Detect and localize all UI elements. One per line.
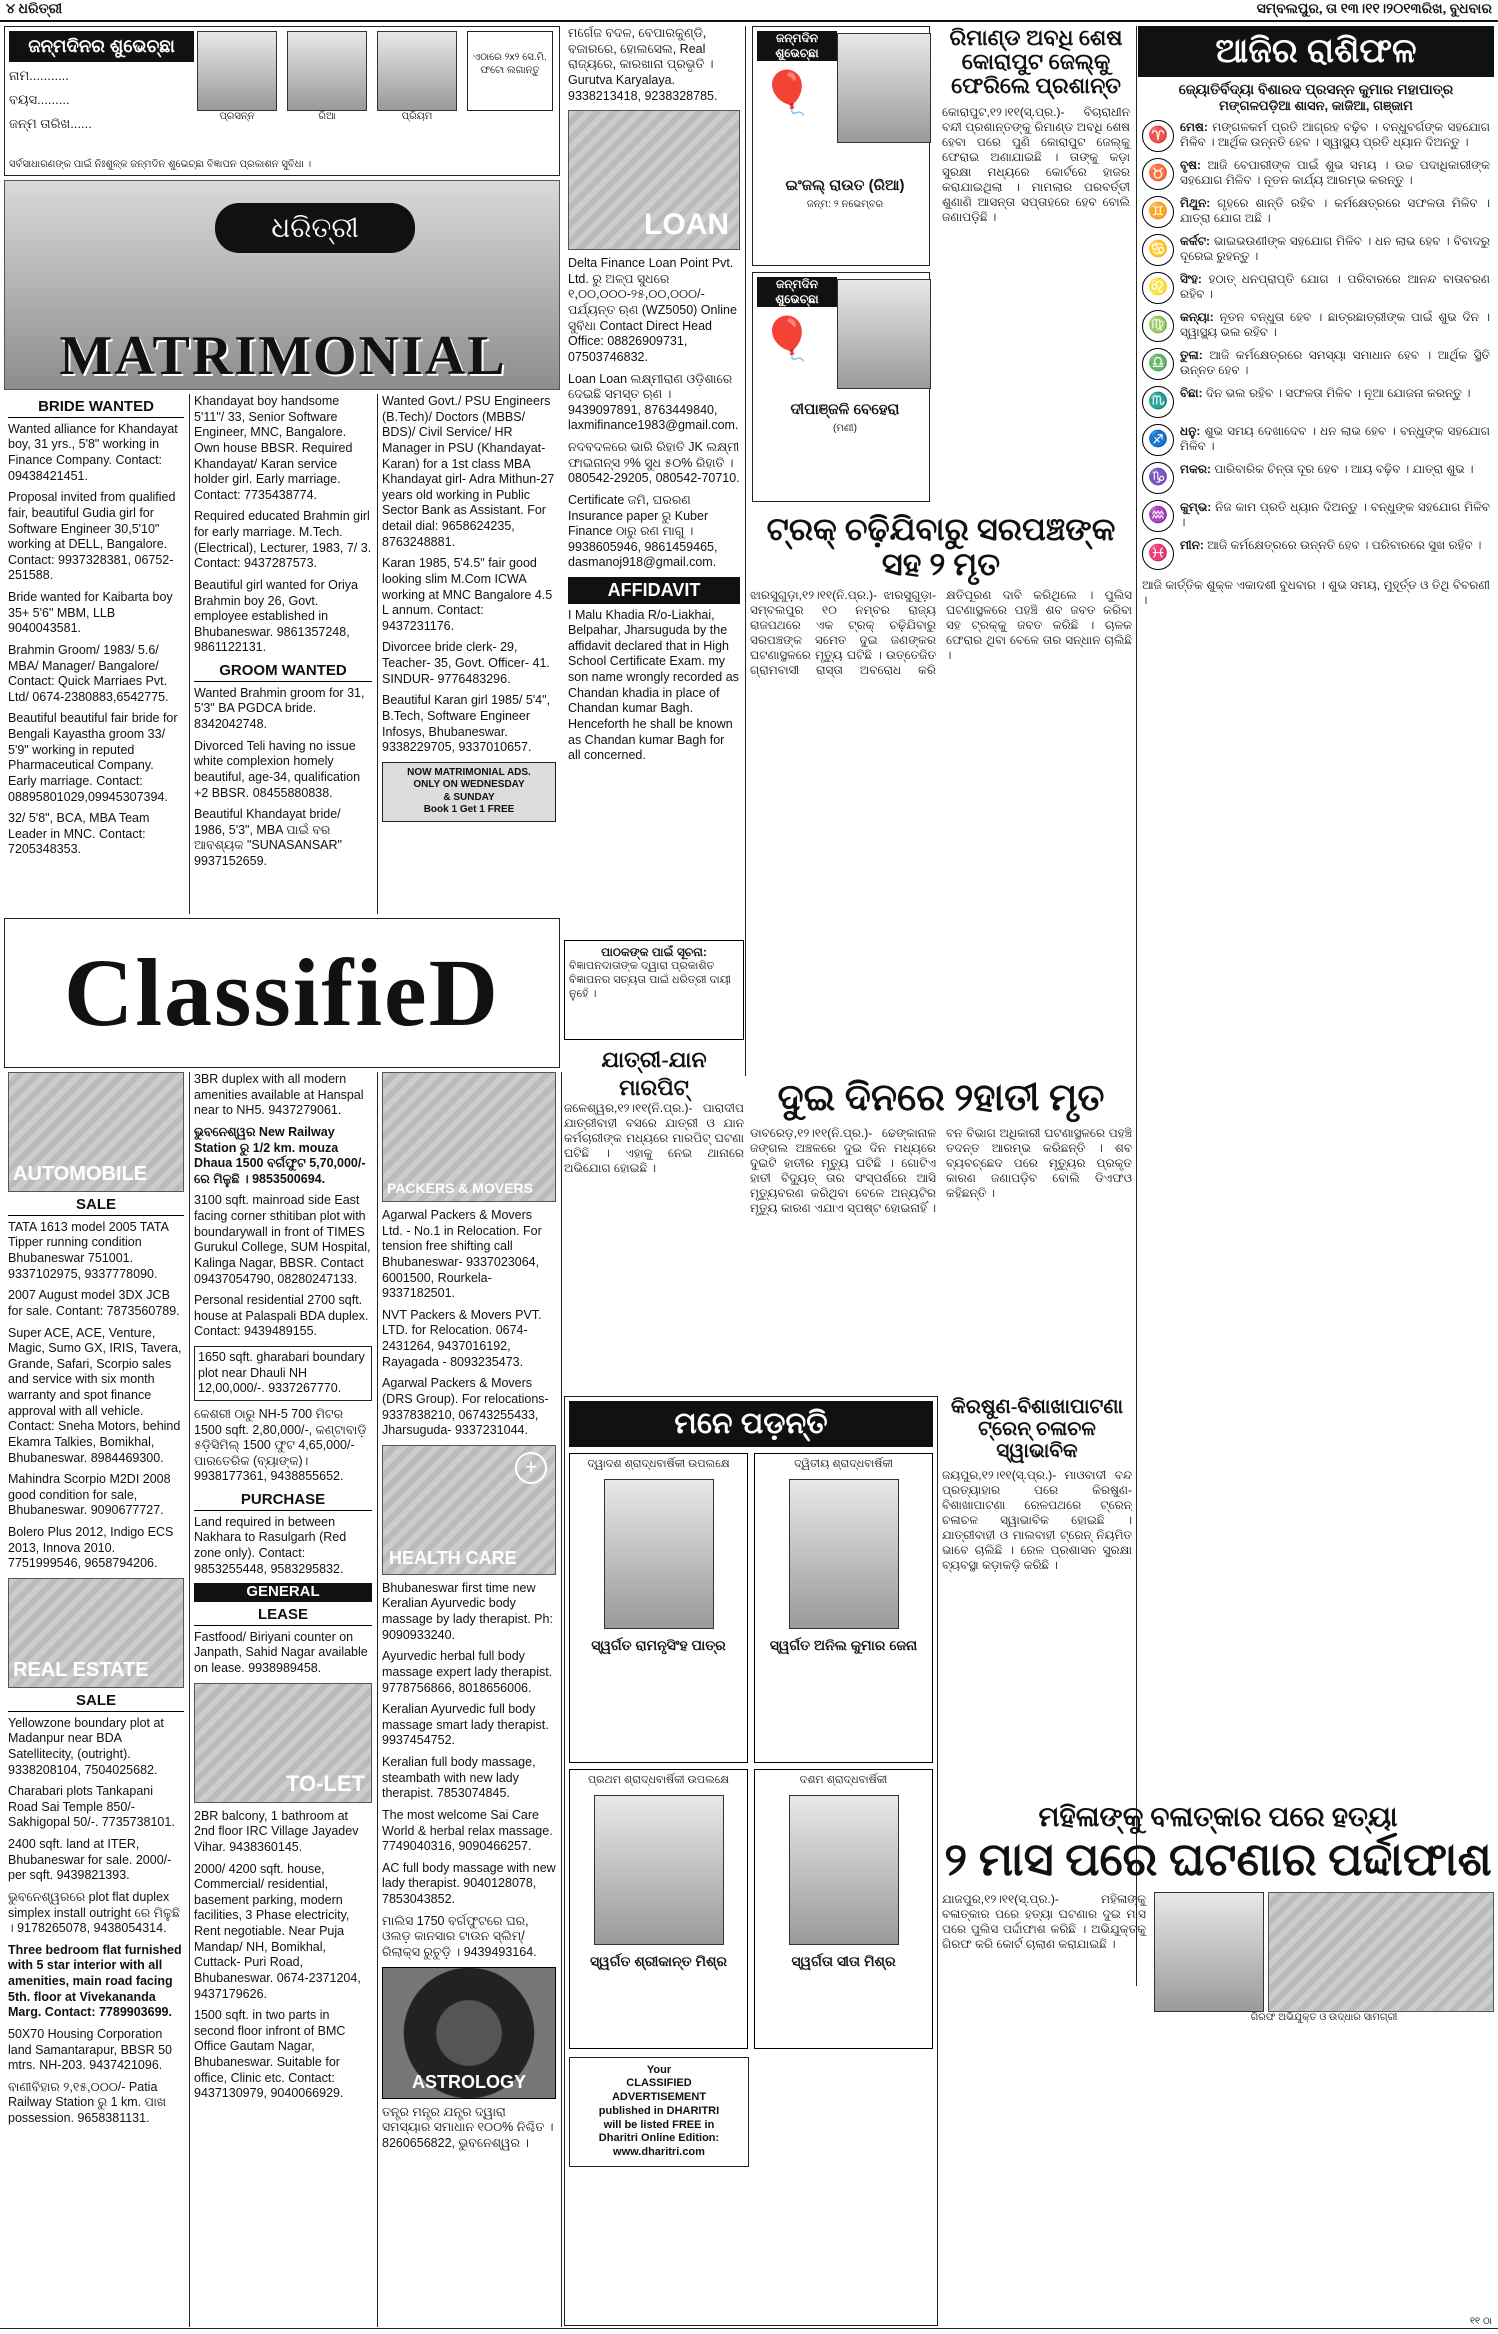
- sign-text: ଆଜି ବେପାରୀଙ୍କ ପାଇଁ ଶୁଭ ସମୟ । ଉଚ୍ଚ ପଦାଧିକାରୀଙ୍କ ସହଯୋଗ ମିଳିବ । ନୂତନ କାର୍ଯ୍ୟ ଆରମ୍ଭ କରନ୍ତୁ ।: [1180, 158, 1490, 188]
- sale-title: SALE: [8, 1196, 184, 1216]
- memorial-photo: [789, 1795, 899, 1945]
- murder-headline: ୨ ମାସ ପରେ ଘଟଣାର ପର୍ଦ୍ଦାଫାଶ: [944, 1834, 1492, 1885]
- sign-name: ବୃଷ:: [1180, 158, 1202, 173]
- matrimonial-col-1: [4, 394, 188, 914]
- sign-sagittarius: [1142, 424, 1490, 456]
- gemini-icon: ♊: [1142, 196, 1174, 228]
- truck-body: ଝାରସୁଗୁଡ଼ା,୧୨।୧୧(ନି.ପ୍ର.)- ଝାରସୁଗୁଡ଼ା-ସମ୍ବଲପୁର ୧୦ ନମ୍ବର ରାଜ୍ୟ ରାଜପଥରେ ଏକ ଟ୍ରକ୍ ଚଢ଼ିଯିବାରୁ ସରପଞ୍ଚଙ୍କ ସମେତ ଦୁଇ ଜଣଙ୍କର ଘଟଣାସ୍ଥଳରେ ମୃତ୍ୟୁ ଘଟିଛି । ଉତ୍ତେଜିତ ଗ୍ରାମବାସୀ ରାସ୍ତା ଅବରୋଧ କରି କ୍ଷତିପୂରଣ ଦାବି କରିଥିଲେ । ପୁଲିସ ଘଟଣାସ୍ଥଳରେ ପହଞ୍ଚି ଶବ ଜବତ କରିବା ସହ ଟ୍ରକ୍‌କୁ ଜବତ କରିଛି । ଚାଳକ ଫେରାର ଥିବା ବେଳେ ତାର ସନ୍ଧାନ ଚାଲିଛି ।: [750, 588, 1132, 678]
- property-ad: 1650 sqft. gharabari boundary plot near Dhauli NH 12,00,000/-. 9337267770.: [194, 1346, 372, 1401]
- reader-notice: [564, 940, 744, 1040]
- sign-text: ଦିନ ଭଲ ରହିବ । ସଫଳତା ମିଳିବ । ନୂଆ ଯୋଜନା କରନ୍ତୁ ।: [1205, 386, 1471, 401]
- matri-ad: Wanted alliance for Khandayat boy, 31 yrs., 5'8" working in Finance Company. Contact: 09438421451.: [8, 421, 178, 483]
- memorial-photo: [594, 1795, 724, 1945]
- offer-line: Book 1 Get 1 FREE: [423, 804, 515, 816]
- groom-wanted-title: GROOM WANTED: [194, 662, 372, 682]
- horoscope-title: ଆଜିର ରାଶିଫଳ: [1138, 26, 1494, 77]
- matrimonial-title: MATRIMONIAL: [59, 325, 507, 387]
- mane-padanti: [564, 1396, 938, 2326]
- koraput-news: [938, 26, 1134, 506]
- mane-padanti-title: ମନେ ପଡ଼ନ୍ତି: [569, 1401, 933, 1447]
- re-ad: ଭୁବନେଶ୍ୱରରେ plot flat duplex simplex install outright ରେ ମିଳୁଛି । 9178265078, 9438054314.: [8, 1889, 180, 1936]
- sign-aquarius: [1142, 500, 1490, 532]
- real-estate-label: REAL ESTATE: [13, 1658, 149, 1681]
- horoscope-footer: ଆଜି କାର୍ତ୍ତିକ ଶୁକ୍ଳ ଏକାଦଶୀ ବୁଧବାର । ଶୁଭ ସମୟ, ମୁହୂର୍ତ୍ତ ଓ ତିଥି ବିବରଣୀ ।: [1142, 578, 1490, 608]
- sign-name: ମୀନ:: [1180, 538, 1204, 553]
- to-let-image: [194, 1683, 372, 1803]
- elephant-headline: ଦୁଇ ଦିନରେ ୨ହାତୀ ମୃତ: [777, 1078, 1105, 1119]
- birthday-form: [4, 26, 560, 176]
- page-header: [0, 0, 1498, 22]
- automobile-label: AUTOMOBILE: [13, 1163, 148, 1185]
- free-ad-line: Dharitri Online Edition:: [598, 2132, 720, 2145]
- capricorn-icon: ♑: [1142, 462, 1174, 494]
- packers-label: PACKERS & MOVERS: [387, 1179, 533, 1196]
- birthday-card-title: ଜନ୍ମଦିନ ଶୁଭେଚ୍ଛା: [757, 31, 837, 61]
- let-ad: 1500 sqft. in two parts in second floor infront of BMC Office Gautam Nagar, Bhubaneswar. Suitable for office, Clinic etc. Contact: 9437130979, 9040066929.: [194, 2008, 346, 2101]
- photo-caption: ଗିରଫ ଅଭିଯୁକ୍ତ ଓ ଉଦ୍ଧାର ସାମଗ୍ରୀ: [1250, 2011, 1398, 2023]
- memorial-heading: ଦ୍ୱିତୀୟ ଶ୍ରାଦ୍ଧବାର୍ଷିକୀ: [794, 1457, 893, 1470]
- birthday-field-1[interactable]: ନାମ...........: [9, 67, 69, 83]
- libra-icon: ♎: [1142, 348, 1174, 380]
- loan-label: LOAN: [644, 207, 729, 241]
- free-ad-line: will be listed FREE in: [603, 2118, 715, 2131]
- sign-text: ଗୃହରେ ଶାନ୍ତି ରହିବ । କର୍ମକ୍ଷେତ୍ରରେ ସଫଳତା ମିଳିବ । ଯାତ୍ରା ଯୋଗ ଅଛି ।: [1180, 196, 1490, 226]
- birthday-card-2: [752, 272, 930, 502]
- free-ad-box: [569, 2057, 749, 2167]
- memorial-card: [754, 1453, 933, 1763]
- matri-ad: Brahmin Groom/ 1983/ 5.6/ MBA/ Manager/ Bangalore/ Contact: Quick Marriaes Pvt. Ltd/ 0674-2380883,6542775.: [8, 642, 169, 704]
- matrimonial-col-3: [378, 394, 560, 914]
- re-ad: ବାଣୀବିହାର ୨,୧୫,୦୦୦/- Patia Railway Station ରୁ 1 km. ପାଖ possession. 9658381131.: [8, 2079, 167, 2125]
- balloon-icon: 🎈: [761, 69, 814, 116]
- sign-text: ଶୁଭ ସମୟ ଦେଖାଦେବ । ଧନ ଲାଭ ହେବ । ବନ୍ଧୁଙ୍କ ସହଯୋଗ ମିଳିବ ।: [1180, 424, 1490, 454]
- reader-notice-title: ପାଠକଙ୍କ ପାଇଁ ସୂଚନା:: [601, 945, 707, 959]
- issue-date: ସମ୍ବଲପୁର, ତା ୧୩।୧୧।୨୦୧୩ରିଖ, ବୁଧବାର: [1256, 2, 1492, 18]
- packers-ad: Agarwal Packers & Movers (DRS Group). For relocations- 9337838210, 06743255433, Jharsuguda- 9337231044.: [382, 1376, 549, 1438]
- memorial-name: ସ୍ୱର୍ଗତା ସୀତା ମିଶ୍ର: [791, 1953, 896, 1970]
- property-ad: ଭୁବନେଶ୍ୱର New Railway Station ରୁ 1/2 km. mouza Dhaua 1500 ବର୍ଗଫୁଟ 5,70,000/- ରେ ମିଳୁଛି । 9853500694.: [194, 1124, 366, 1186]
- memorial-photo: [604, 1479, 714, 1629]
- virgo-icon: ♍: [1142, 310, 1174, 342]
- health-ad: Keralian full body massage, steambath with new lady therapist. 7853074845.: [382, 1755, 536, 1801]
- packers-ad: Agarwal Packers & Movers Ltd. - No.1 in Relocation. For tension free shifting call Bhubaneswar- 9337023064, 6001500, Rourkela- 9337182501.: [382, 1208, 542, 1301]
- truck-news: [750, 512, 1132, 932]
- memorial-heading: ଦଶମ ଶ୍ରାଦ୍ଧବାର୍ଷିକୀ: [799, 1773, 888, 1786]
- kid-name-1: ପ୍ରସନ୍ନ: [219, 111, 255, 122]
- memorial-name: ସ୍ୱର୍ଗତ ଅନିଲ କୁମାର ଜେନା: [769, 1637, 918, 1654]
- offer-line: ONLY ON WEDNESDAY: [413, 779, 525, 791]
- scorpio-icon: ♏: [1142, 386, 1174, 418]
- birthday-girls-col: [748, 26, 934, 506]
- sign-name: ମିଥୁନ:: [1180, 196, 1211, 211]
- astrology-label: ASTROLOGY: [411, 2072, 526, 2092]
- loan-image: [568, 110, 740, 250]
- sign-name: ସିଂହ:: [1180, 272, 1202, 287]
- birthday-field-3[interactable]: ଜନ୍ମ ତାରିଖ......: [9, 116, 92, 131]
- sign-text: ଭାଇଭଉଣୀଙ୍କ ସହଯୋଗ ମିଳିବ । ଧନ ଲାଭ ହେବ । ବିବାଦରୁ ଦୂରେଇ ରୁହନ୍ତୁ ।: [1180, 234, 1490, 264]
- matri-ad: Beautiful Khandayat bride/ 1986, 5'3", MBA ପାଇଁ ବର ଆବଶ୍ୟକ "SUNASANSAR" 9937152659.: [194, 807, 342, 868]
- footer-page: ୧୧ ଠା: [1469, 2316, 1492, 2327]
- astrology-ad: ତନ୍ତ୍ର ମନ୍ତ୍ର ଯନ୍ତ୍ର ଦ୍ୱାରା ସମସ୍ୟାର ସମାଧାନ ୧୦୦% ନିଶ୍ଚିତ । 8260656822, ଭୁବନେଶ୍ୱର ।: [382, 2104, 554, 2150]
- matri-ad: Bride wanted for Kaibarta boy 35+ 5'6" MBM, LLB 9040043581.: [8, 590, 173, 636]
- re-ad: 2400 sqft. land at ITER, Bhubaneswar for sale. 2000/- per sqft. 9439821393.: [8, 1837, 172, 1883]
- health-ad: AC full body massage with new lady therapist. 9040128078, 7853043852.: [382, 1860, 556, 1906]
- sign-scorpio: [1142, 386, 1490, 418]
- general-title: GENERAL: [194, 1583, 372, 1602]
- balloon-icon: 🎈: [761, 315, 814, 362]
- re-ad: Charabari plots Tankapani Road Sai Temple 850/- Sakhigopal 50/-. 7735738101.: [8, 1784, 175, 1830]
- bride-wanted-title: BRIDE WANTED: [8, 398, 184, 418]
- memorial-photo: [789, 1479, 899, 1629]
- classified-banner: [4, 918, 560, 1068]
- kid-name-2: ରିଆ: [318, 111, 336, 122]
- to-let-label: TO-LET: [285, 1771, 365, 1797]
- matri-ad: Wanted Brahmin groom for 31, 5'3" BA PGDCA bride. 8342042748.: [194, 685, 365, 731]
- sign-pisces: [1142, 538, 1490, 570]
- property-ad: କେଶରୀ ଠାରୁ NH-5 700 ମିଟର 1500 sqft. 2,80,000/-, କଣ୍ଟାବାଡ଼ି ୫ଡ଼ିସିମିଲ୍ 1500 ଫୁଟ 4,65,000/- ପାରତେରିକ (ବ୍ୟାଙ୍କ)। 9938177361, 9438855652.: [194, 1406, 367, 1484]
- automobile-image: [8, 1072, 184, 1192]
- free-ad-line: published in DHARITRI: [598, 2104, 720, 2117]
- matrimonial-banner: [4, 180, 560, 390]
- sign-name: କର୍କଟ:: [1180, 234, 1211, 249]
- health-ad: Keralian Ayurvedic full body massage smart lady therapist. 9937454752.: [382, 1702, 549, 1748]
- sign-virgo: [1142, 310, 1490, 342]
- birthday-form-title: ଜନ୍ମଦିନର ଶୁଭେଚ୍ଛା: [9, 31, 194, 62]
- matri-ad: Beautiful Karan girl 1985/ 5'4", B.Tech, Software Engineer Infosys, Bhubaneswar. 9338229705, 9337010657.: [382, 693, 551, 755]
- health-ad: Ayurvedic herbal full body massage expert lady therapist. 9778756866, 8018656006.: [382, 1649, 553, 1695]
- taurus-icon: ♉: [1142, 158, 1174, 190]
- girl-photo-2: [837, 279, 931, 389]
- birthday-card-1: [752, 26, 930, 266]
- re-ad: 50X70 Housing Corporation land Samantarapur, BBSR 50 mtrs. NH-203. 9437421096.: [8, 2026, 172, 2073]
- birthday-card-title: ଜନ୍ମଦିନ ଶୁଭେଚ୍ଛା: [757, 277, 837, 307]
- sign-taurus: [1142, 158, 1490, 190]
- loan-ad: ନଦବଦଳରେ ଭାରି ରିହାତି JK ଲକ୍ଷ୍ମୀ ଫାଇନାନ୍ସ ୨% ସୁଧ ୫୦% ରିହାତି । 080542-29205, 080542-70710.: [568, 440, 740, 486]
- matrimonial-col-2: [190, 394, 376, 914]
- truck-headline: ଟ୍ରକ୍ ଚଢ଼ିଯିବାରୁ ସରପଞ୍ଚଙ୍କ ସହ ୨ ମୃତ: [766, 512, 1116, 583]
- leo-icon: ♌: [1142, 272, 1174, 304]
- classified-col-3: [378, 1072, 560, 2327]
- auto-ad: TATA 1613 model 2005 TATA Tipper running condition Bhubaneswar 751001. 9337102975, 9337778090.: [8, 1219, 169, 1281]
- lease-ad: Fastfood/ Biriyani counter on Janpath, Sahid Nagar available on lease. 9938989458.: [194, 1629, 368, 1675]
- matri-ad: Khandayat boy handsome 5'11"/ 33, Senior Software Engineer, MNC, Bangalore. Own house BBSR. Required Khandayat/ Karan service holder girl. Early marriage. Contact: 7735438774.: [194, 394, 353, 502]
- sign-cancer: [1142, 234, 1490, 266]
- cancer-icon: ♋: [1142, 234, 1174, 266]
- sale-title-2: SALE: [8, 1692, 184, 1712]
- elephant-body: ଡାବରେଡ଼,୧୨।୧୧(ନି.ପ୍ର.)- ଢେଙ୍କାନାଳ ଜଙ୍ଗଲ ଅଞ୍ଚଳରେ ଦୁଇ ଦିନ ମଧ୍ୟରେ ଦୁଇଟି ହାତୀର ମୃତ୍ୟୁ ଘଟିଛି । ଗୋଟିଏ ହାତୀ ବିଦ୍ୟୁତ୍ ତାର ସଂସ୍ପର୍ଶରେ ଆସି ମୃତ୍ୟୁବରଣ କରିଥିବା ବେଳେ ଅନ୍ୟଟିର ମୃତ୍ୟୁ କାରଣ ଏଯାଏ ସ୍ପଷ୍ଟ ହୋଇନାହିଁ । ବନ ବିଭାଗ ଅଧିକାରୀ ଘଟଣାସ୍ଥଳରେ ପହଞ୍ଚି ତଦନ୍ତ ଆରମ୍ଭ କରିଛନ୍ତି । ଶବ ବ୍ୟବଚ୍ଛେଦ ପରେ ମୃତ୍ୟୁର ପ୍ରକୃତ କାରଣ ଜଣାପଡ଼ିବ ବୋଲି ଡିଏଫଓ କହିଛନ୍ତି ।: [750, 1125, 1132, 1215]
- real-estate-image: [8, 1578, 184, 1688]
- girl-age-1: ଜନ୍ମ: ୨ ନଭେମ୍ବର: [806, 199, 884, 210]
- affidavit-title: AFFIDAVIT: [568, 577, 740, 604]
- sagittarius-icon: ♐: [1142, 424, 1174, 456]
- health-care-image: [382, 1445, 556, 1575]
- dharitri-url-link[interactable]: www.dharitri.com: [613, 2146, 705, 2158]
- accused-photo: [1154, 1892, 1264, 2012]
- kid-photo-3: [377, 31, 457, 111]
- affidavit-text: I Malu Khadia R/o-Liakhai, Belpahar, Jharsuguda by the affidavit declared that in High School Certificate Exam. my son name wrongly recorded as Chandan khadia in place of Chandan kumar Bagh. Henceforth he shall be known as Chandan kumar Bagh for all concerned.: [568, 607, 739, 763]
- purchase-ad: Land required in between Nakhara to Rasulgarh (Red zone only). Contact: 9853255448, 9583295832.: [194, 1514, 347, 1576]
- murder-news: [942, 1800, 1494, 2326]
- memorial-name: ସ୍ୱର୍ଗତ ରାମନୃସିଂହ ପାତ୍ର: [591, 1637, 726, 1654]
- matri-ad: Karan 1985, 5'4.5" fair good looking slim M.Com ICWA working at MNC Bangalore 4.5 L annum. Contact: 9437231176.: [382, 556, 553, 633]
- lease-title: LEASE: [194, 1606, 372, 1626]
- astrology-image: [382, 1967, 556, 2099]
- memorial-card: [569, 1769, 748, 2049]
- classified-col-2: [190, 1072, 376, 2327]
- yatri-news: [564, 1046, 744, 1281]
- property-ad: 3BR duplex with all modern amenities available at Hanspal near to NH5. 9437279061.: [194, 1072, 364, 1118]
- let-ad: 2BR balcony, 1 bathroom at 2nd floor IRC Village Jayadev Vihar. 9438360145.: [194, 1808, 359, 1854]
- loan-top-ad: ମର୍ଗେଜ ବଦଳ, ବେପାରକୁଣ୍ଡି, ବଜାରରେ, ହୋଲସେଲ, Real ରାଜ୍ୟରେ, କାରଖାନା ପ୍ରଭୃତି । Gurutva Karyalaya. 9338213418, 9238328785.: [568, 26, 718, 103]
- sign-name: ମକର:: [1180, 462, 1211, 477]
- girl-name-2: ଦୀପାଞ୍ଜଳି ବେହେରା: [790, 401, 900, 418]
- memorial-name: ସ୍ୱର୍ଗତ ଶ୍ରୀକାନ୍ତ ମିଶ୍ର: [590, 1953, 727, 1970]
- free-ad-line: Your: [646, 2063, 672, 2076]
- sign-text: ନୂତନ ବନ୍ଧୁତା ହେବ । ଛାତ୍ରଛାତ୍ରୀଙ୍କ ପାଇଁ ଶୁଭ ଦିନ । ସ୍ୱାସ୍ଥ୍ୟ ଭଲ ରହିବ ।: [1180, 310, 1490, 340]
- page-number-title: ୪ ଧରିତ୍ରୀ: [6, 2, 63, 18]
- sign-text: ମଙ୍ଗଳକର୍ମ ପ୍ରତି ଆଗ୍ରହ ବଢ଼ିବ । ବନ୍ଧୁବର୍ଗଙ୍କ ସହଯୋଗ ମିଳିବ । ଆର୍ଥିକ ଉନ୍ନତି ହେବ । ସ୍ୱାସ୍ଥ୍ୟ ପ୍ରତି ଧ୍ୟାନ ଦିଅନ୍ତୁ ।: [1180, 120, 1490, 150]
- sign-libra: [1142, 348, 1490, 380]
- packers-image: [382, 1072, 556, 1202]
- matri-ad: Beautiful girl wanted for Oriya Brahmin boy 26, Govt. employee established in Bhubaneswar. 9861357248, 9861122131.: [194, 577, 358, 655]
- sign-name: ମେଷ:: [1180, 120, 1208, 135]
- elephant-news: [750, 1078, 1132, 1378]
- birthday-field-2[interactable]: ବୟସ.........: [9, 91, 70, 107]
- horoscope-address: ମଙ୍ଗଳପଡ଼ିଆ ଶାସନ, କାଜିଆ, ଗଞ୍ଜାମ: [1219, 98, 1413, 113]
- koraput-headline: ରିମାଣ୍ଡ ଅବଧି ଶେଷ କୋରାପୁଟ ଜେଲ୍‌କୁ ଫେରିଲେ ପ୍ରଶାନ୍ତ: [949, 26, 1123, 99]
- aries-icon: ♈: [1142, 120, 1174, 152]
- health-ad: ମାଲିସ 1750 ବର୍ଗଫୁଟରେ ଘର, ଓଲଡ଼ କାନସାର ଟାଉନ ସ୍ଲିମ୍/ ରିଲାକ୍ସ ରୁଚୁଡ଼ି । 9439493164.: [382, 1913, 537, 1959]
- auto-ad: Mahindra Scorpio M2DI 2008 good condition for sale, Bhubaneswar. 9090677727.: [8, 1472, 171, 1518]
- dharitri-logo: ଧରିତ୍ରୀ: [215, 203, 415, 253]
- kid-photo-2: [287, 31, 367, 111]
- purchase-title: PURCHASE: [194, 1491, 372, 1511]
- auto-ad: Bolero Plus 2012, Indigo ECS 2013, Innova 2010. 7751999546, 9658794206.: [8, 1525, 174, 1571]
- health-ad: Bhubaneswar first time new Keralian Ayurvedic body massage by lady therapist. Ph: 9090933240.: [382, 1580, 553, 1642]
- aquarius-icon: ♒: [1142, 500, 1174, 532]
- property-ad: Personal residential 2700 sqft. house at Palaspali BDA duplex. Contact: 9439489155.: [194, 1293, 369, 1339]
- reader-notice-text: ବିଜ୍ଞାପନଦାତାଙ୍କ ଦ୍ୱାରା ପ୍ରକାଶିତ ବିଜ୍ଞାପନର ସତ୍ୟତା ପାଇଁ ଧରିତ୍ରୀ ଦାୟୀ ନୁହେଁ ।: [569, 960, 732, 1000]
- sign-text: ହଠାତ୍ ଧନପ୍ରାପ୍ତି ଯୋଗ । ପରିବାରରେ ଆନନ୍ଦ ବାତାବରଣ ରହିବ ।: [1180, 272, 1490, 302]
- matri-ad: Divorcee bride clerk- 29, Teacher- 35, Govt. Officer- 41. SINDUR- 9776483296.: [382, 640, 550, 686]
- murder-body: ଯାଜପୁର,୧୨।୧୧(ସ୍.ପ୍ର.)- ମହିଳାଙ୍କୁ ବଳାତ୍କାର ପରେ ହତ୍ୟା ଘଟଣାର ଦୁଇ ମାସ ପରେ ପୁଲିସ ପର୍ଦ୍ଦାଫାଶ କରିଛି । ଅଭିଯୁକ୍ତକୁ ଗିରଫ କରି କୋର୍ଟ ଚାଲାଣ କରାଯାଇଛି ।: [942, 1891, 1146, 1951]
- sign-name: କନ୍ୟା:: [1180, 310, 1214, 325]
- memorial-heading: ପ୍ରଥମ ଶ୍ରାଦ୍ଧବାର୍ଷିକୀ ଉପଲକ୍ଷେ: [587, 1773, 730, 1786]
- kid-photo-1: [197, 31, 277, 111]
- re-ad: Yellowzone boundary plot at Madanpur near BDA Satellitecity, (outright). 9338208104, 7504025682.: [8, 1715, 164, 1777]
- sign-aries: [1142, 120, 1490, 152]
- matri-ad: 32/ 5'8", BCA, MBA Team Leader in MNC. Contact: 7205348353.: [8, 811, 150, 857]
- sign-text: ଆଜି କର୍ମକ୍ଷେତ୍ରରେ ସମସ୍ୟା ସମାଧାନ ହେବ । ଆର୍ଥିକ ସ୍ଥିତି ଉନ୍ନତ ହେବ ।: [1180, 348, 1490, 378]
- photo-placeholder: ଏଠାରେ ୨x୨ ସେ.ମି. ଫଟୋ ଲଗାନ୍ତୁ: [467, 31, 553, 111]
- matri-ad: Wanted Govt./ PSU Engineers (B.Tech)/ Doctors (MBBS/ BDS)/ Civil Service/ HR Manager in PSU (Khandayat-Karan) for a 1st class MBA Khandayat girl- Adra Mithun-27 years old working in Public Sector Bank as Assistant. For detail dial: 9658624235, 8763248881.: [382, 394, 555, 549]
- memorial-card: [569, 1453, 748, 1763]
- matri-ad: Divorced Teli having no issue white complexion homely beautiful, age-34, qualification +2 BBSR. 08455880838.: [194, 738, 361, 800]
- property-ad: 3100 sqft. mainroad side East facing corner sthitiban plot with boundarywall in front of TIMES Gurukul College, SUM Hospital, Kalinga Nagar, BBSR. Contact 09437054790, 08280247133.: [194, 1193, 371, 1286]
- matri-ad: Beautiful beautiful fair bride for Bengali Kayastha groom 33/ 5'9" working in reputed Pharmaceutical Company. Early marriage. Contact: 08895801029,09945307394.: [8, 711, 178, 804]
- matrimonial-offer: [382, 762, 556, 822]
- matri-ad: Required educated Brahmin girl for early marriage. M.Tech. (Electrical), Lecturer, 1983, 7/ 3. Contact: 9437287573.: [194, 509, 372, 571]
- sign-gemini: [1142, 196, 1490, 228]
- sign-text: ନିଜ କାମ ପ୍ରତି ଧ୍ୟାନ ଦିଅନ୍ତୁ । ବନ୍ଧୁଙ୍କ ସହଯୋଗ ମିଳିବ ।: [1180, 500, 1490, 530]
- sign-name: କୁମ୍ଭ:: [1180, 500, 1212, 515]
- offer-line: NOW MATRIMONIAL ADS.: [407, 766, 531, 778]
- free-ad-line: CLASSIFIED: [626, 2077, 692, 2090]
- loan-ad: Loan Loan ଲକ୍ଷ୍ମୀରାଣ ଓଡ଼ିଶାରେ ଦେଇଛି ସମସ୍ତ ଋଣ । 9439097891, 8763449840, laxmifinance1983@gmail.com.: [568, 371, 739, 433]
- pisces-icon: ♓: [1142, 538, 1174, 570]
- memorial-card: [754, 1769, 933, 2049]
- horoscope: [1138, 26, 1494, 1386]
- girl-photo-1: [837, 33, 931, 143]
- koraput-body: କୋରାପୁଟ,୧୨।୧୧(ସ୍.ପ୍ର.)- ବିଚାରାଧୀନ ବନ୍ଦୀ ପ୍ରଶାନ୍ତଙ୍କୁ ରିମାଣ୍ଡ ଅବଧି ଶେଷ ହେବା ପରେ ପୁଣି କୋରାପୁଟ ଜେଲ୍‌କୁ ଫେରାଇ ଅଣାଯାଇଛି । ତାଙ୍କୁ କଡ଼ା ସୁରକ୍ଷା ମଧ୍ୟରେ କୋର୍ଟରେ ହାଜର କରାଯାଇଥିଲା । ମାମଲାର ପରବର୍ତ୍ତୀ ଶୁଣାଣି ଆସନ୍ତା ସପ୍ତାହରେ ହେବ ବୋଲି ଜଣାପଡ଼ିଛି ।: [942, 104, 1130, 224]
- seized-items-photo: [1268, 1892, 1494, 2012]
- birthday-note: ସର୍ବସାଧାରଣଙ୍କ ପାଇଁ ନିଃଶୁଳ୍କ ଜନ୍ମଦିନ ଶୁଭେଚ୍ଛା ବିଜ୍ଞାପନ ପ୍ରକାଶନ ସୁବିଧା ।: [9, 158, 312, 170]
- sign-capricorn: [1142, 462, 1490, 494]
- kirasun-headline: କିରଷୁଣ-ବିଶାଖାପାଟଣା ଟ୍ରେନ୍ ଚଳାଚଳ ସ୍ୱାଭାବିକ: [950, 1396, 1124, 1462]
- health-ad: The most welcome Sai Care World & herbal relax massage. 7749040316, 9090466257.: [382, 1807, 553, 1854]
- free-ad-line: ADVERTISEMENT: [611, 2091, 707, 2103]
- sign-name: ଧନୁ:: [1180, 424, 1201, 439]
- horoscope-astrologer: ଜ୍ୟୋତିର୍ବିଦ୍ୟା ବିଶାରଦ ପ୍ରସନ୍ନ କୁମାର ମହାପାତ୍ର: [1178, 80, 1454, 97]
- kid-name-3: ପ୍ରିୟମ: [401, 111, 433, 122]
- murder-subheadline: ମହିଳାଙ୍କୁ ବଳାତ୍କାର ପରେ ହତ୍ୟା: [1038, 1802, 1398, 1833]
- girl-name-1: ଇଂଜଲ୍ ରାଉତ (ରିଆ): [785, 177, 905, 194]
- re-ad: Three bedroom flat furnished with 5 star interior with all amenities, main road facing 5th. floor at Vivekananda Marg. Contact: 7789903699.: [8, 1942, 182, 2020]
- packers-ad: NVT Packers & Movers PVT. LTD. for Relocation. 0674-2431264, 9437016192, Rayagada - 8093235473.: [382, 1307, 542, 1369]
- loan-ad: Delta Finance Loan Point Pvt. Ltd. ରୁ ଅଳ୍ପ ସୁଧରେ ୧,୦୦,୦୦୦-୨୫,୦୦,୦୦୦/- ପର୍ଯ୍ୟନ୍ତ ଋଣ (WZ5050) Online ସୁବିଧା Contact Direct Head Office: 08826909731, 07503746832.: [568, 256, 737, 364]
- auto-ad: 2007 August model 3DX JCB for sale. Contant: 7873560789.: [8, 1288, 180, 1318]
- offer-line: & SUNDAY: [443, 791, 495, 803]
- girl-age-2: (ମଣୀ): [833, 423, 857, 434]
- loan-ad: Certificate ଜମି, ଘରରଣ Insurance paper ରୁ Kuber Finance ଠାରୁ ରଣ ମାଗୁ । 9938605946, 9861459465, dasmanoj918@gmail.com.: [568, 492, 718, 570]
- sign-name: ବିଛା:: [1180, 386, 1203, 401]
- sign-text: ଆଜି କର୍ମକ୍ଷେତ୍ରରେ ଉନ୍ନତି ହେବ । ପରିବାରରେ ସୁଖ ରହିବ ।: [1207, 538, 1482, 553]
- kirasun-body: ଜୟପୁର,୧୨।୧୧(ସ୍.ପ୍ର.)- ମାଓବାଦୀ ବନ୍ଦ ପ୍ରତ୍ୟାହାର ପରେ କିରଷୁଣ-ବିଶାଖାପାଟଣା ରେଳପଥରେ ଟ୍ରେନ୍ ଚଳାଚଳ ସ୍ୱାଭାବିକ ହୋଇଛି । ଯାତ୍ରୀବାହୀ ଓ ମାଲବାହୀ ଟ୍ରେନ୍ ନିୟମିତ ଭାବେ ଚାଲିଛି । ରେଳ ପ୍ରଶାସନ ସୁରକ୍ଷା ବ୍ୟବସ୍ଥା କଡ଼ାକଡ଼ି କରିଛି ।: [942, 1468, 1132, 1572]
- sign-name: ତୁଳା:: [1180, 348, 1203, 363]
- health-care-label: HEALTH CARE: [389, 1548, 517, 1569]
- let-ad: 2000/ 4200 sqft. house, Commercial/ residential, basement parking, modern facilities, 3 Phase electricity, Rent negotiable. Near Puja Mandap/ NH, Bomikhal, Cuttack- Puri Road, Bhubaneswar. 0674-2371204, 9437179626.: [194, 1861, 361, 2001]
- classified-col-1: [4, 1072, 188, 2327]
- memorial-heading: ଦ୍ୱାଦଶ ଶ୍ରାଦ୍ଧବାର୍ଷିକୀ ଉପଲକ୍ଷେ: [587, 1457, 730, 1470]
- plus-icon: +: [515, 1452, 547, 1484]
- yatri-body: ଜଳେଶ୍ୱର,୧୨।୧୧(ନି.ପ୍ର.)- ପାରାଦୀପ ଯାତ୍ରୀବାହୀ ବସରେ ଯାତ୍ରୀ ଓ ଯାନ କର୍ମଚାରୀଙ୍କ ମଧ୍ୟରେ ମାରପିଟ୍ ଘଟଣା ଘଟିଛି । ଏହାକୁ ନେଇ ଥାନାରେ ଅଭିଯୋଗ ହୋଇଛି ।: [564, 1101, 744, 1175]
- yatri-headline: ଯାତ୍ରୀ-ଯାନ ମାରପିଟ୍: [601, 1047, 707, 1100]
- classified-title: ClassifieD: [64, 939, 500, 1046]
- sign-text: ପାରିବାରିକ ଚିନ୍ତା ଦୂର ହେବ । ଆୟ ବଢ଼ିବ । ଯାତ୍ରା ଶୁଭ ।: [1214, 462, 1474, 477]
- kirasun-news: [942, 1396, 1132, 1796]
- matri-ad: Proposal invited from qualified fair, beautiful Gudia girl for Software Engineer 30,5'10" working at DELL, Bangalore. Contact: 9937328381, 06752-251588.: [8, 490, 176, 583]
- auto-ad: Super ACE, ACE, Venture, Magic, Sumo GX, IRIS, Tavera, Grande, Safari, Scorpio sales and service with six month warranty and spot finance approval with all vehicle. Contact: Sneha Motors, behind Ekamra Talkies, Bomikhal, Bhubaneswar. 8984469300.: [8, 1325, 182, 1465]
- sign-leo: [1142, 272, 1490, 304]
